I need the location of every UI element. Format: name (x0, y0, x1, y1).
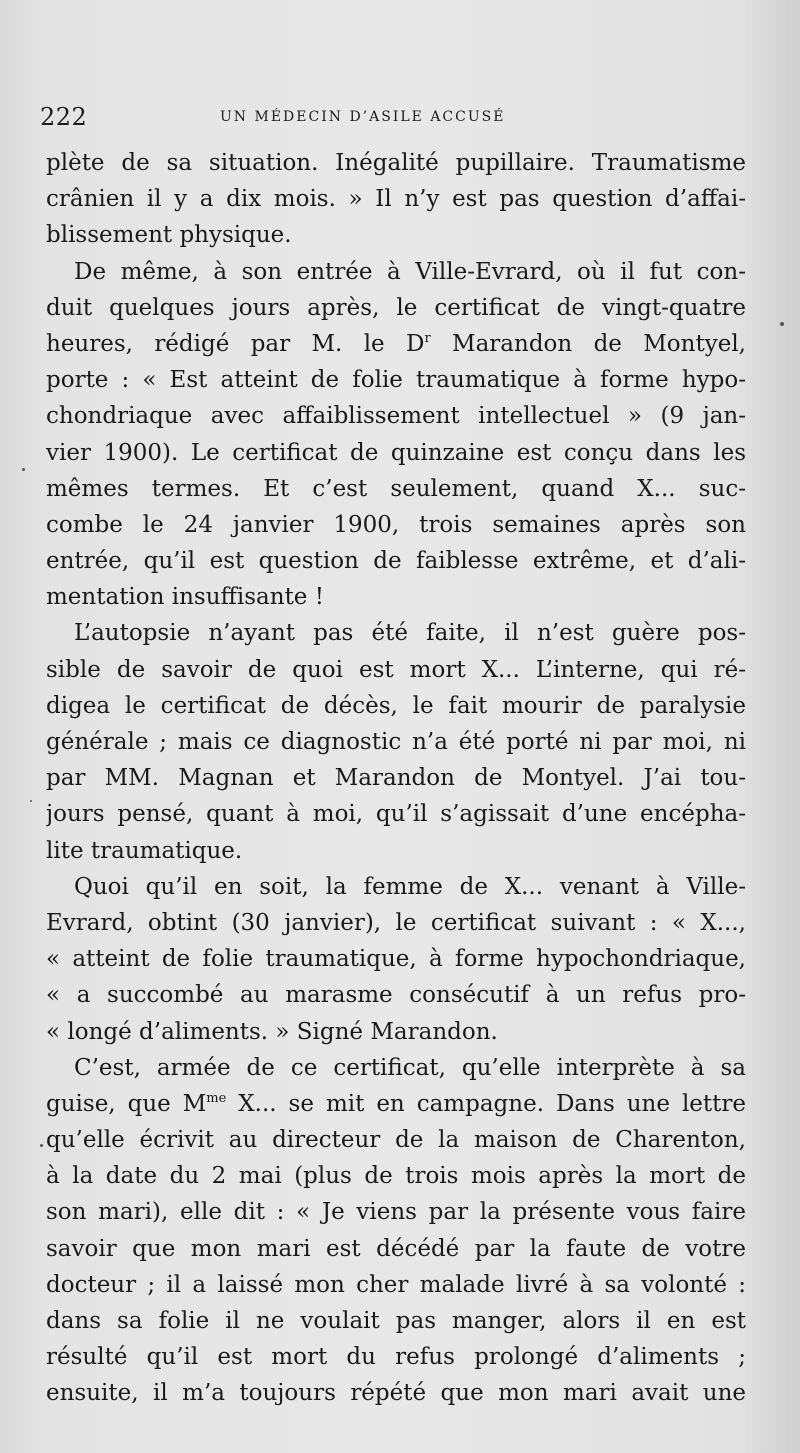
text-line: duit quelques jours après, le certificat de vingt-quatre (46, 294, 746, 321)
text-line: mentation insuffisante ! (46, 584, 324, 611)
text-line: sible de savoir de quoi est mort X... L’interne, qui ré- (46, 656, 746, 683)
text-line: son mari), elle dit : « Je viens par la présente vous faire (46, 1199, 746, 1226)
ink-speck (780, 322, 784, 326)
text-line: L’autopsie n’ayant pas été faite, il n’est guère pos- (74, 620, 746, 647)
text-segment: Marandon de Montyel, (430, 330, 746, 357)
text-line: mêmes termes. Et c’est seulement, quand X... suc- (46, 475, 746, 502)
text-line: entrée, qu’il est question de faiblesse extrême, et d’ali- (46, 548, 746, 575)
text-line: « longé d’aliments. » Signé Marandon. (46, 1018, 498, 1045)
text-line: C’est, armée de ce certificat, qu’elle interprète à sa (74, 1054, 746, 1081)
text-line: porte : « Est atteint de folie traumatique à forme hypo- (46, 367, 746, 394)
text-line: par MM. Magnan et Marandon de Montyel. J’ai tou- (46, 765, 746, 792)
ink-speck (22, 468, 25, 471)
page-header (40, 103, 770, 137)
text-line: générale ; mais ce diagnostic n’a été porté ni par moi, ni (46, 729, 746, 755)
text-segment: heures, rédigé par M. le D (46, 330, 425, 357)
page-number: 222 (40, 103, 88, 131)
text-line-with-superscript (46, 1086, 746, 1122)
text-line: vier 1900). Le certificat de quinzaine est conçu dans les (46, 439, 746, 466)
text-line: jours pensé, quant à moi, qu’il s’agissait d’une encépha- (46, 801, 746, 828)
ink-speck (40, 1144, 43, 1147)
running-title: UN MÉDECIN D’ASILE ACCUSÉ (220, 109, 506, 125)
text-line: De même, à son entrée à Ville-Evrard, où il fut con- (74, 258, 746, 285)
text-line: docteur ; il a laissé mon cher malade livré à sa volonté : (46, 1271, 746, 1298)
text-line: Evrard, obtint (30 janvier), le certificat suivant : « X..., (46, 909, 746, 936)
text-line: dans sa folie il ne voulait pas manger, alors il en est (46, 1308, 746, 1334)
text-line: chondriaque avec affaiblissement intellectuel » (9 jan- (46, 403, 746, 430)
text-line: résulté qu’il est mort du refus prolongé d’aliments ; (46, 1344, 746, 1371)
text-line: blissement physique. (46, 222, 292, 249)
text-line: digea le certificat de décès, le fait mourir de paralysie (46, 692, 746, 719)
text-segment: X... se mit en campagne. Dans une lettre (226, 1090, 746, 1117)
text-line: Quoi qu’il en soit, la femme de X... venant à Ville- (74, 873, 746, 900)
superscript: me (206, 1090, 227, 1106)
text-line: crânien il y a dix mois. » Il n’y est pas question d’affai- (46, 186, 746, 213)
text-line: à la date du 2 mai (plus de trois mois après la mort de (46, 1163, 746, 1190)
body-text (46, 145, 746, 1412)
text-line: ensuite, il m’a toujours répété que mon mari avait une (46, 1380, 746, 1407)
text-line: plète de sa situation. Inégalité pupillaire. Traumatisme (46, 150, 746, 176)
text-line-with-superscript (46, 326, 746, 362)
text-line: savoir que mon mari est décédé par la faute de votre (46, 1235, 746, 1262)
ink-speck (30, 800, 32, 802)
text-line: combe le 24 janvier 1900, trois semaines après son (46, 511, 746, 538)
text-line: qu’elle écrivit au directeur de la maison de Charenton, (46, 1127, 746, 1154)
text-line: « atteint de folie traumatique, à forme hypochondriaque, (46, 946, 746, 973)
text-line: « a succombé au marasme consécutif à un refus pro- (46, 982, 746, 1009)
text-segment: guise, que M (46, 1090, 207, 1117)
superscript: r (424, 330, 431, 346)
text-line: lite traumatique. (46, 837, 243, 864)
